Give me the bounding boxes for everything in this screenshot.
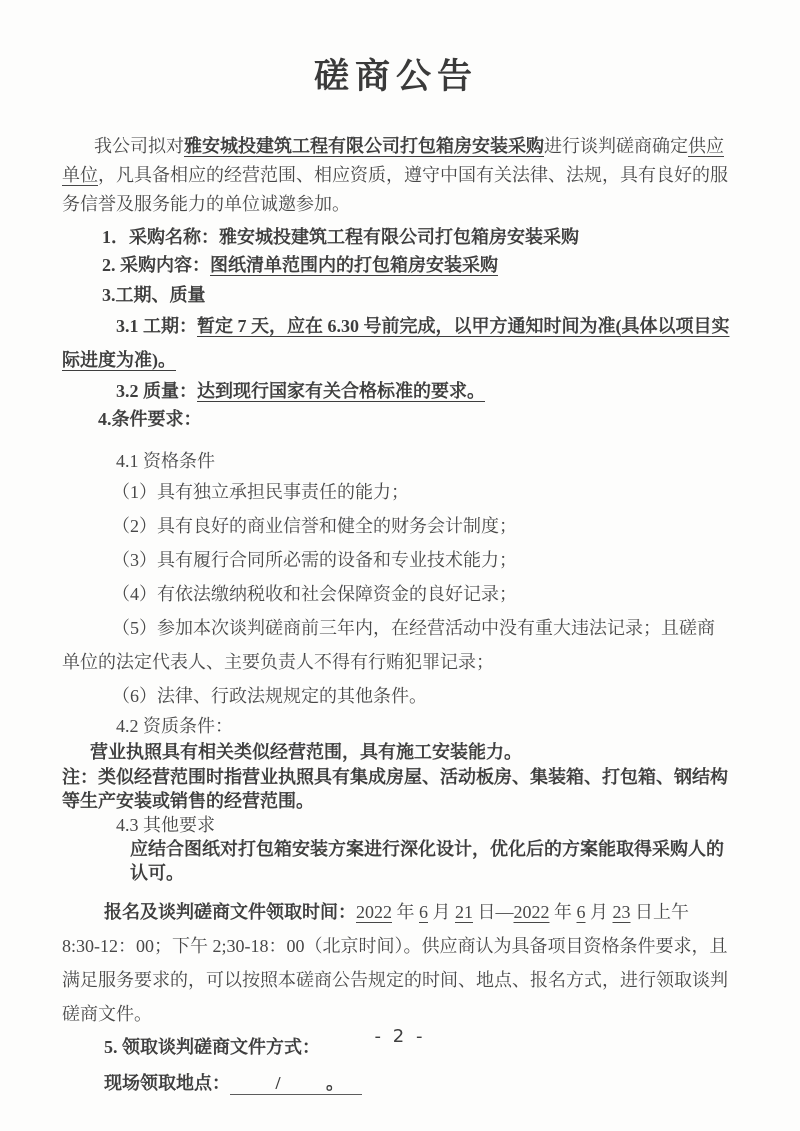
blank-period: 。	[326, 1072, 362, 1095]
item-2-procurement-content	[102, 251, 730, 279]
item-3-2-label: 3.2 质量：	[116, 381, 197, 401]
item-3-1-value: 暂定 7 天，应在 6.30 号前完成，以甲方通知时间为准(具体以项目实际进度为准)。	[62, 316, 730, 370]
item-3-schedule-quality	[102, 281, 730, 309]
onsite-collection-label: 现场领取地点：	[104, 1073, 230, 1093]
note-paragraph: 注：类似经营范围时指营业执照具有集成房屋、活动板房、集装箱、打包箱、钢结构等生产安装或销售的经营范围。	[62, 767, 728, 811]
onsite-collection-paragraph	[104, 1069, 730, 1097]
item-5-label: 5. 领取谈判磋商文件方式：	[104, 1037, 320, 1057]
signup-sep-2: 月	[428, 902, 455, 922]
condition-1: （1）具有独立承担民事责任的能力；	[112, 482, 409, 502]
intro-post-text: ，凡具备相应的经营范围、相应资质，遵守中国有关法律、法规，具有良好的服务信誉及服务能力的单位诚邀参加。	[62, 165, 728, 214]
signup-sep-4: 年	[549, 902, 577, 922]
item-4-1-label: 4.1 资格条件	[116, 451, 215, 471]
item-3-2-value: 达到现行国家有关合格标准的要求。	[197, 381, 485, 401]
item-4-requirements	[98, 405, 730, 433]
intro-pre-text: 我公司拟对	[94, 136, 184, 156]
document-title: 磋商公告	[313, 57, 478, 96]
item-4-label: 4.条件要求：	[98, 409, 202, 429]
signup-tail-text: 日上午 8:30-12：00；下午 2;30-18：00（北京时间）。供应商认为具备项目资格条件要求，且满足服务要求的，可以按照本磋商公告规定的时间、地点、报名方式，进行领取谈判磋商文件。	[62, 902, 728, 1024]
signup-time-label: 报名及谈判磋商文件领取时间：	[104, 902, 356, 922]
item-1-procurement-name	[102, 223, 730, 251]
procurement-subject: 雅安城投建筑工程有限公司打包箱房安装采购	[184, 136, 544, 156]
item-4-3-label: 4.3 其他要求	[116, 815, 215, 835]
condition-6: （6）法律、行政法规规定的其他条件。	[112, 686, 427, 706]
supplier-term: 供应单位	[62, 136, 724, 185]
item-2-label: 2. 采购内容：	[102, 255, 210, 275]
item-1-label: 1．采购名称：	[102, 227, 219, 247]
item-1-value: 雅安城投建筑工程有限公司打包箱房安装采购	[219, 227, 579, 247]
signup-month-1: 6	[419, 902, 428, 922]
other-requirement-paragraph: 应结合图纸对打包箱安装方案进行深化设计，优化后的方案能取得采购人的认可。	[130, 839, 724, 883]
intro-mid-text: 进行谈判磋商确定	[544, 136, 688, 156]
item-3-1-schedule	[62, 309, 730, 377]
item-3-1-label: 3.1 工期：	[116, 316, 197, 336]
item-4-3-other-requirements	[116, 813, 730, 837]
condition-2: （2）具有良好的商业信誉和健全的财务会计制度；	[112, 516, 517, 536]
signup-sep-1: 年	[392, 902, 419, 922]
condition-5: （5）参加本次谈判磋商前三年内，在经营活动中没有重大违法记录；且磋商单位的法定代表人、主要负责人不得有行贿犯罪记录；	[62, 618, 715, 672]
page-number: - 2 -	[374, 1026, 426, 1047]
signup-sep-5: 月	[585, 902, 613, 922]
signup-month-2: 6	[576, 902, 586, 922]
item-4-2-credentials	[116, 713, 730, 739]
condition-3: （3）具有履行合同所必需的设备和专业技术能力；	[112, 550, 517, 570]
item-4-1-qualification	[116, 447, 730, 475]
signup-year-1: 2022	[356, 902, 392, 922]
license-scope-paragraph: 营业执照具有相关类似经营范围，具有施工安装能力。	[90, 742, 522, 762]
intro-paragraph	[62, 132, 730, 219]
item-4-2-label: 4.2 资质条件：	[116, 716, 233, 736]
signup-day-2: 23	[612, 902, 631, 922]
signup-year-2: 2022	[513, 902, 550, 922]
blank-slash-field: /	[230, 1072, 326, 1095]
item-3-label: 3.工期、质量	[102, 285, 206, 305]
signup-time-paragraph	[62, 895, 730, 1031]
signup-day-1: 21	[455, 902, 473, 922]
signup-sep-3: 日—	[473, 902, 514, 922]
condition-4: （4）有依法缴纳税收和社会保障资金的良好记录；	[112, 584, 517, 604]
item-2-value: 图纸清单范围内的打包箱房安装采购	[210, 255, 498, 275]
item-3-2-quality	[116, 377, 730, 405]
